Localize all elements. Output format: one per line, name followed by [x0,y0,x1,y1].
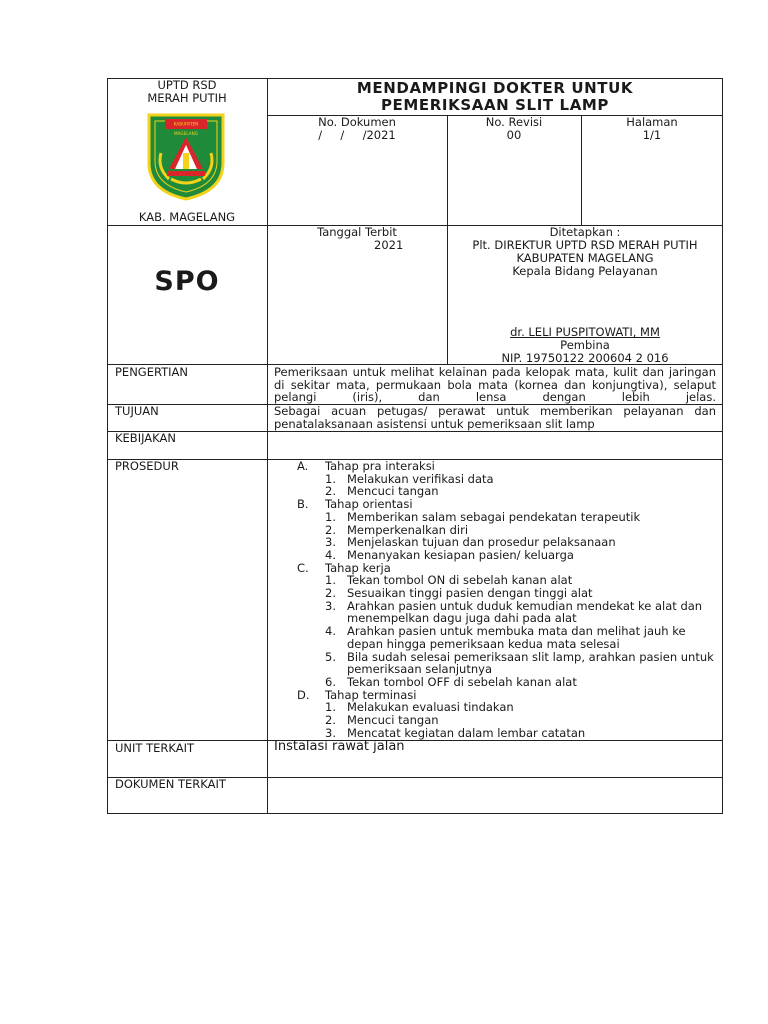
unit-terkait-label: UNIT TERKAIT [115,741,194,755]
step-number: 1. [325,573,336,588]
tujuan-divider [107,431,723,432]
document-title-line2: PEMERIKSAAN SLIT LAMP [380,96,610,114]
step-text: Menjelaskan tujuan dan prosedur pelaksanaan [347,535,616,550]
step-text: Melakukan evaluasi tindakan [347,700,514,715]
prosedur-list [297,460,717,739]
section-marker: B. [297,497,309,512]
step-number: 3. [325,598,336,613]
spo-document [107,78,723,814]
no-revisi-label: No. Revisi [485,115,543,129]
step-number: 3. [325,725,336,740]
section-title: Tahap kerja [325,560,391,575]
section-title: Tahap terminasi [325,687,417,702]
tanggal-terbit-value: 2021 [374,238,404,252]
step-text: Memberikan salam sebagai pendekatan terapeutik [347,509,641,524]
crest-banner-text-1: KABUPATEN [173,121,199,127]
step-number: 2. [325,484,336,499]
border-right [722,78,723,814]
step-number: 2. [325,713,336,728]
step-number: 2. [325,522,336,537]
step-number: 3. [325,535,336,550]
prosedur-step [297,625,717,650]
no-dokumen-value: / / /2021 [318,128,396,142]
step-number: 2. [325,586,336,601]
crest-banner-text-2: MAGELANG [174,131,198,136]
border-left [107,78,108,814]
tujuan-label: TUJUAN [115,404,159,418]
step-number: 4. [325,624,336,639]
section-marker: A. [297,459,309,473]
step-number: 1. [325,471,336,486]
step-number: 4. [325,547,336,562]
step-text: Menanyakan kesiapan pasien/ keluarga [347,547,574,562]
step-text: Mencuci tangan [347,484,439,499]
dokumen-terkait-label: DOKUMEN TERKAIT [115,777,226,791]
org-name-line2: MERAH PUTIH [147,91,227,105]
spo-label: SPO [154,266,220,297]
signer-nip: NIP. 19750122 200604 2 016 [501,351,669,365]
section-title: Tahap pra interaksi [325,459,435,473]
step-text: Mencuci tangan [347,713,439,728]
pengertian-label: PENGERTIAN [115,365,189,379]
prosedur-step [297,600,717,625]
step-number: 1. [325,700,336,715]
step-number: 6. [325,674,336,689]
prosedur-label: PROSEDUR [115,459,179,473]
label-column-divider [267,78,268,814]
kabupaten-label: KAB. MAGELANG [138,210,236,224]
step-number: 5. [325,649,336,664]
section-marker: D. [297,687,310,702]
signer-name: dr. LELI PUSPITOWATI, MM [510,325,660,339]
tujuan-text: Sebagai acuan petugas/ perawat untuk memberikan pelayanan dan penatalaksanaan asistensi untuk pemeriksaan slit lamp [274,404,716,431]
prosedur-divider [107,740,723,741]
section-marker: C. [297,560,309,575]
step-text: Melakukan verifikasi data [347,471,494,486]
org-name-line1: UPTD RSD [157,78,217,92]
no-dokumen-label: No. Dokumen [318,115,396,129]
ditetapkan-label: Ditetapkan : [549,225,621,239]
kebijakan-label: KEBIJAKAN [115,431,176,445]
border-bottom [107,813,723,814]
pengertian-text: Pemeriksaan untuk melihat kelainan pada kelopak mata, kulit dan jaringan di sekitar mata, permukaan bola mata (kornea dan konjungtiva), selaput pelangi (iris), dan lensa dengan lebih jelas. [274,365,716,405]
prosedur-step [297,727,717,740]
halaman-value: 1/1 [642,128,662,142]
kabupaten-magelang-crest-icon [147,113,225,201]
step-text: Bila sudah selesai pemeriksaan slit lamp, arahkan pasien untuk pemeriksaan selanjutnya [347,649,714,677]
step-text: Mencatat kegiatan dalam lembar catatan [347,725,586,740]
section-title: Tahap orientasi [325,497,413,512]
halaman-label: Halaman [626,115,678,129]
step-text: Sesuaikan tinggi pasien dengan tinggi alat [347,586,593,601]
step-text: Arahkan pasien untuk duduk kemudian mendekat ke alat dan menempelkan dagu juga dahi pada alat [347,598,703,626]
step-text: Arahkan pasien untuk membuka mata dan melihat jauh ke depan hingga pemeriksaan kedua mata selesai [347,624,686,651]
direktur-title: Plt. DIREKTUR UPTD RSD MERAH PUTIH [472,238,698,252]
tanggal-terbit-label: Tanggal Terbit [317,225,397,239]
step-text: Tekan tombol ON di sebelah kanan alat [347,573,573,588]
kabupaten-name: KABUPATEN MAGELANG [516,251,654,265]
prosedur-step [297,651,717,676]
step-text: Tekan tombol OFF di sebelah kanan alat [347,674,577,689]
kepala-bidang: Kepala Bidang Pelayanan [512,264,658,278]
document-title-line1: MENDAMPINGI DOKTER UNTUK [356,79,634,97]
step-number: 1. [325,509,336,524]
signer-rank: Pembina [560,338,610,352]
no-revisi-value: 00 [506,128,522,142]
unit-terkait-text: Instalasi rawat jalan [274,739,405,754]
step-text: Memperkenalkan diri [347,522,469,537]
